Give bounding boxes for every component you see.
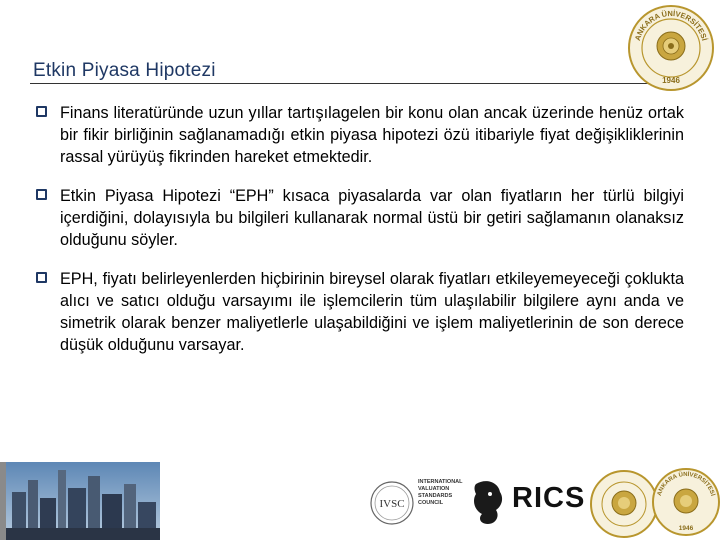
bullet-text: EPH, fiyatı belirleyenlerden hiçbirinin bireysel olarak fiyatları etkileyemeyeceği çoklukta alıcı ve satıcı olduğu varsayımı ile işlemcilerin tüm ulaşılabilir bilgilere aynı anda ve simetrik olarak benzer maliyetlerle ulaşabildiğini ve işlem maliyetlerinin de son derece düşük olduğunu varsayar. (60, 270, 684, 354)
ivsc-abbr: IVSC (379, 498, 405, 510)
ankara-university-seal (626, 3, 716, 93)
title-underline (30, 83, 662, 84)
ivsc-name: INTERNATIONAL VALUATION STANDARDS COUNCIL (418, 479, 463, 506)
city-skyline-image (6, 462, 160, 540)
checkbox-bullet-icon (36, 106, 47, 117)
rics-wordmark: RICS (512, 482, 586, 514)
rics-lion-icon (468, 476, 508, 528)
seal-year-bottom: 1946 (678, 525, 694, 532)
seal-name-bottom: ANKARA ÜNİVERSİTESİ (656, 471, 716, 497)
bullet-item (36, 102, 684, 168)
bullet-item (36, 185, 684, 251)
ankara-university-seal-bottom (650, 464, 720, 540)
checkbox-bullet-icon (36, 189, 47, 200)
footer-band (0, 462, 720, 540)
seal-name: ANKARA ÜNİVERSİTESİ (632, 8, 710, 42)
slide-title: Etkin Piyasa Hipotezi (33, 60, 216, 81)
bullet-text: Etkin Piyasa Hipotezi “EPH” kısaca piyasalarda var olan fiyatların her türlü bilgiyi içerdiğini, dolayısıyla bu bilgileri kullanarak normal üstü bir getiri sağlamanın olanaksız olduğunu söyler. (60, 187, 684, 249)
checkbox-bullet-icon (36, 272, 47, 283)
seal-year: 1946 (662, 76, 680, 85)
bullet-list (36, 102, 684, 373)
bullet-text: Finans literatüründe uzun yıllar tartışılagelen bir konu olan ancak üzerinde henüz ortak bir fikir birliğinin sağlanamadığı etkin piyasa hipotezi özü itibariyle fiyat değişikliklerinin rassal yürüyüş fikrinden hareket etmektedir. (60, 104, 684, 166)
bullet-item (36, 268, 684, 356)
